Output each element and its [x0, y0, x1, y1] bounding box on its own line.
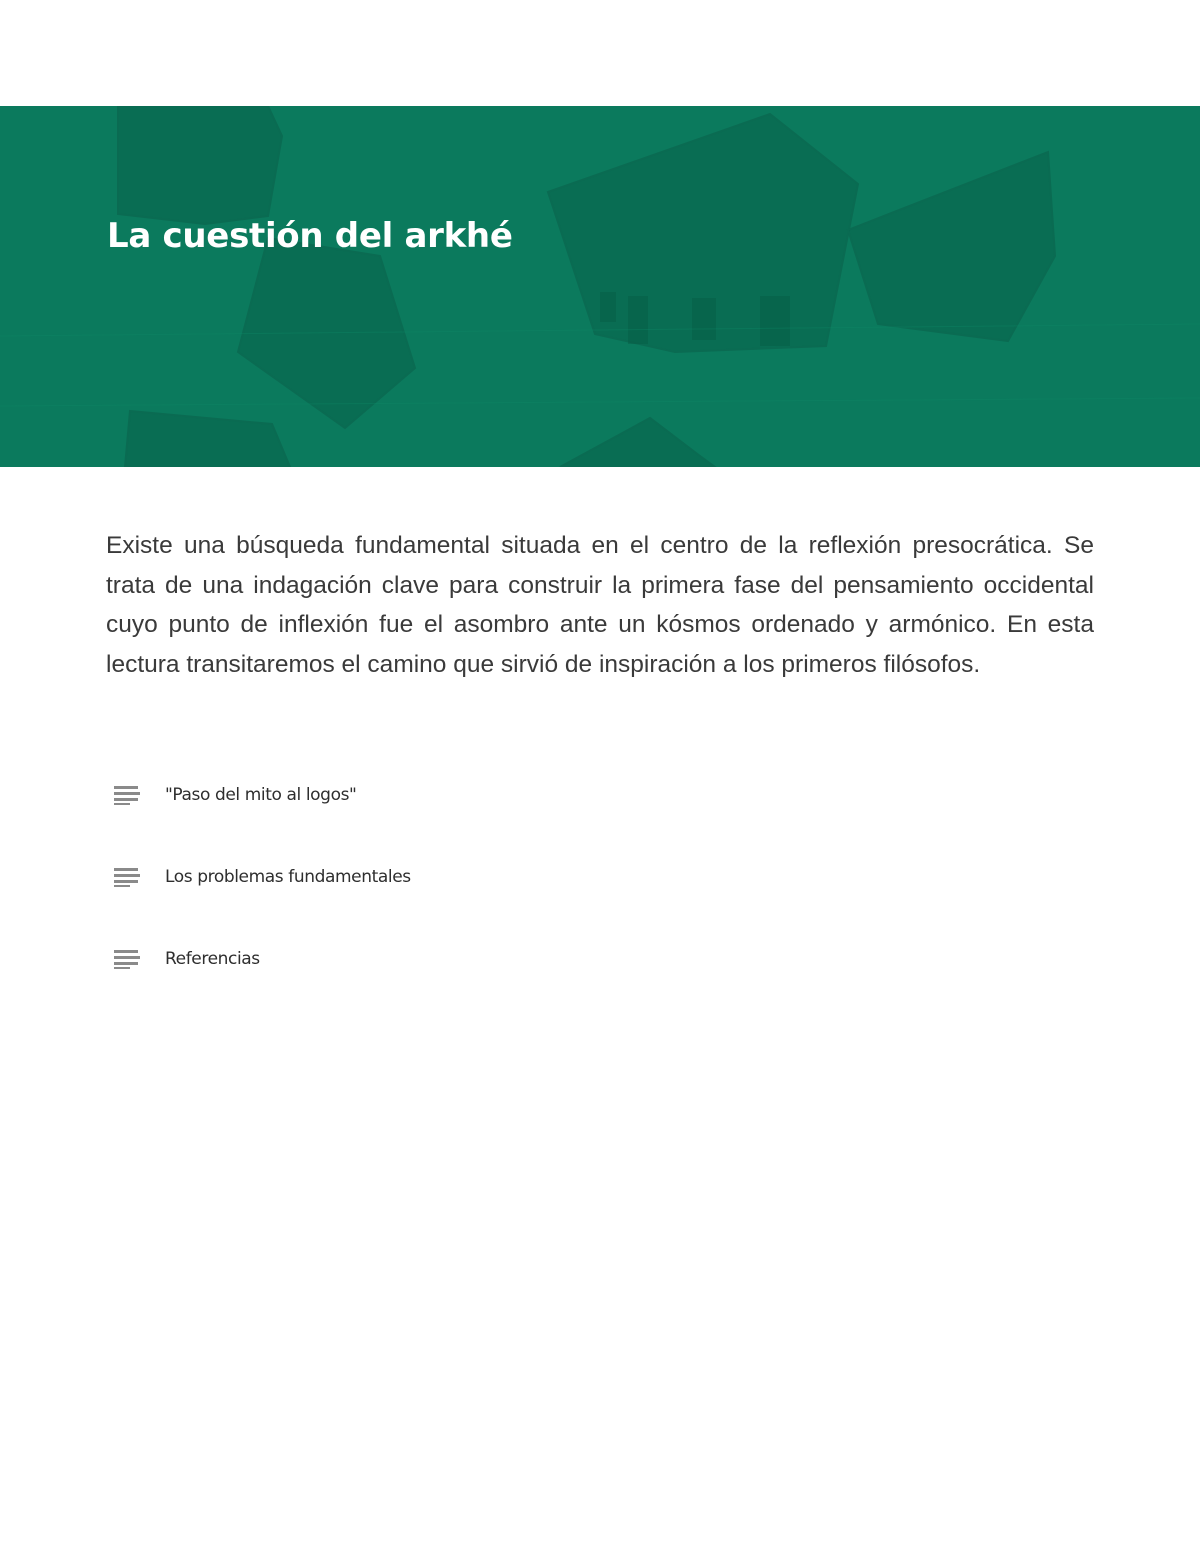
toc-item-label: Los problemas fundamentales: [165, 867, 411, 887]
hero-banner: [0, 106, 1200, 467]
intro-paragraph: Existe una búsqueda fundamental situada en el centro de la reflexión presocrática. Se trata de una indagación clave para construir la primera fase del pensamiento occidental cuyo punto de inflexión fue el asombro ante un kósmos ordenado y armónico. En esta lectura transitaremos el camino que sirvió de inspiración a los primeros filósofos.: [106, 532, 1094, 678]
toc-item-problemas-fundamentales[interactable]: [114, 860, 714, 894]
toc-item-label: "Paso del mito al logos": [165, 785, 357, 805]
table-of-contents: [114, 778, 714, 1024]
hero-background-shapes: [0, 106, 1200, 467]
text-lines-icon: [114, 785, 140, 805]
toc-item-referencias[interactable]: [114, 942, 714, 976]
toc-item-label: Referencias: [165, 949, 260, 969]
text-lines-icon: [114, 867, 140, 887]
page-title: La cuestión del arkhé: [107, 216, 513, 256]
text-lines-icon: [114, 949, 140, 969]
toc-item-paso-del-mito[interactable]: [114, 778, 714, 812]
